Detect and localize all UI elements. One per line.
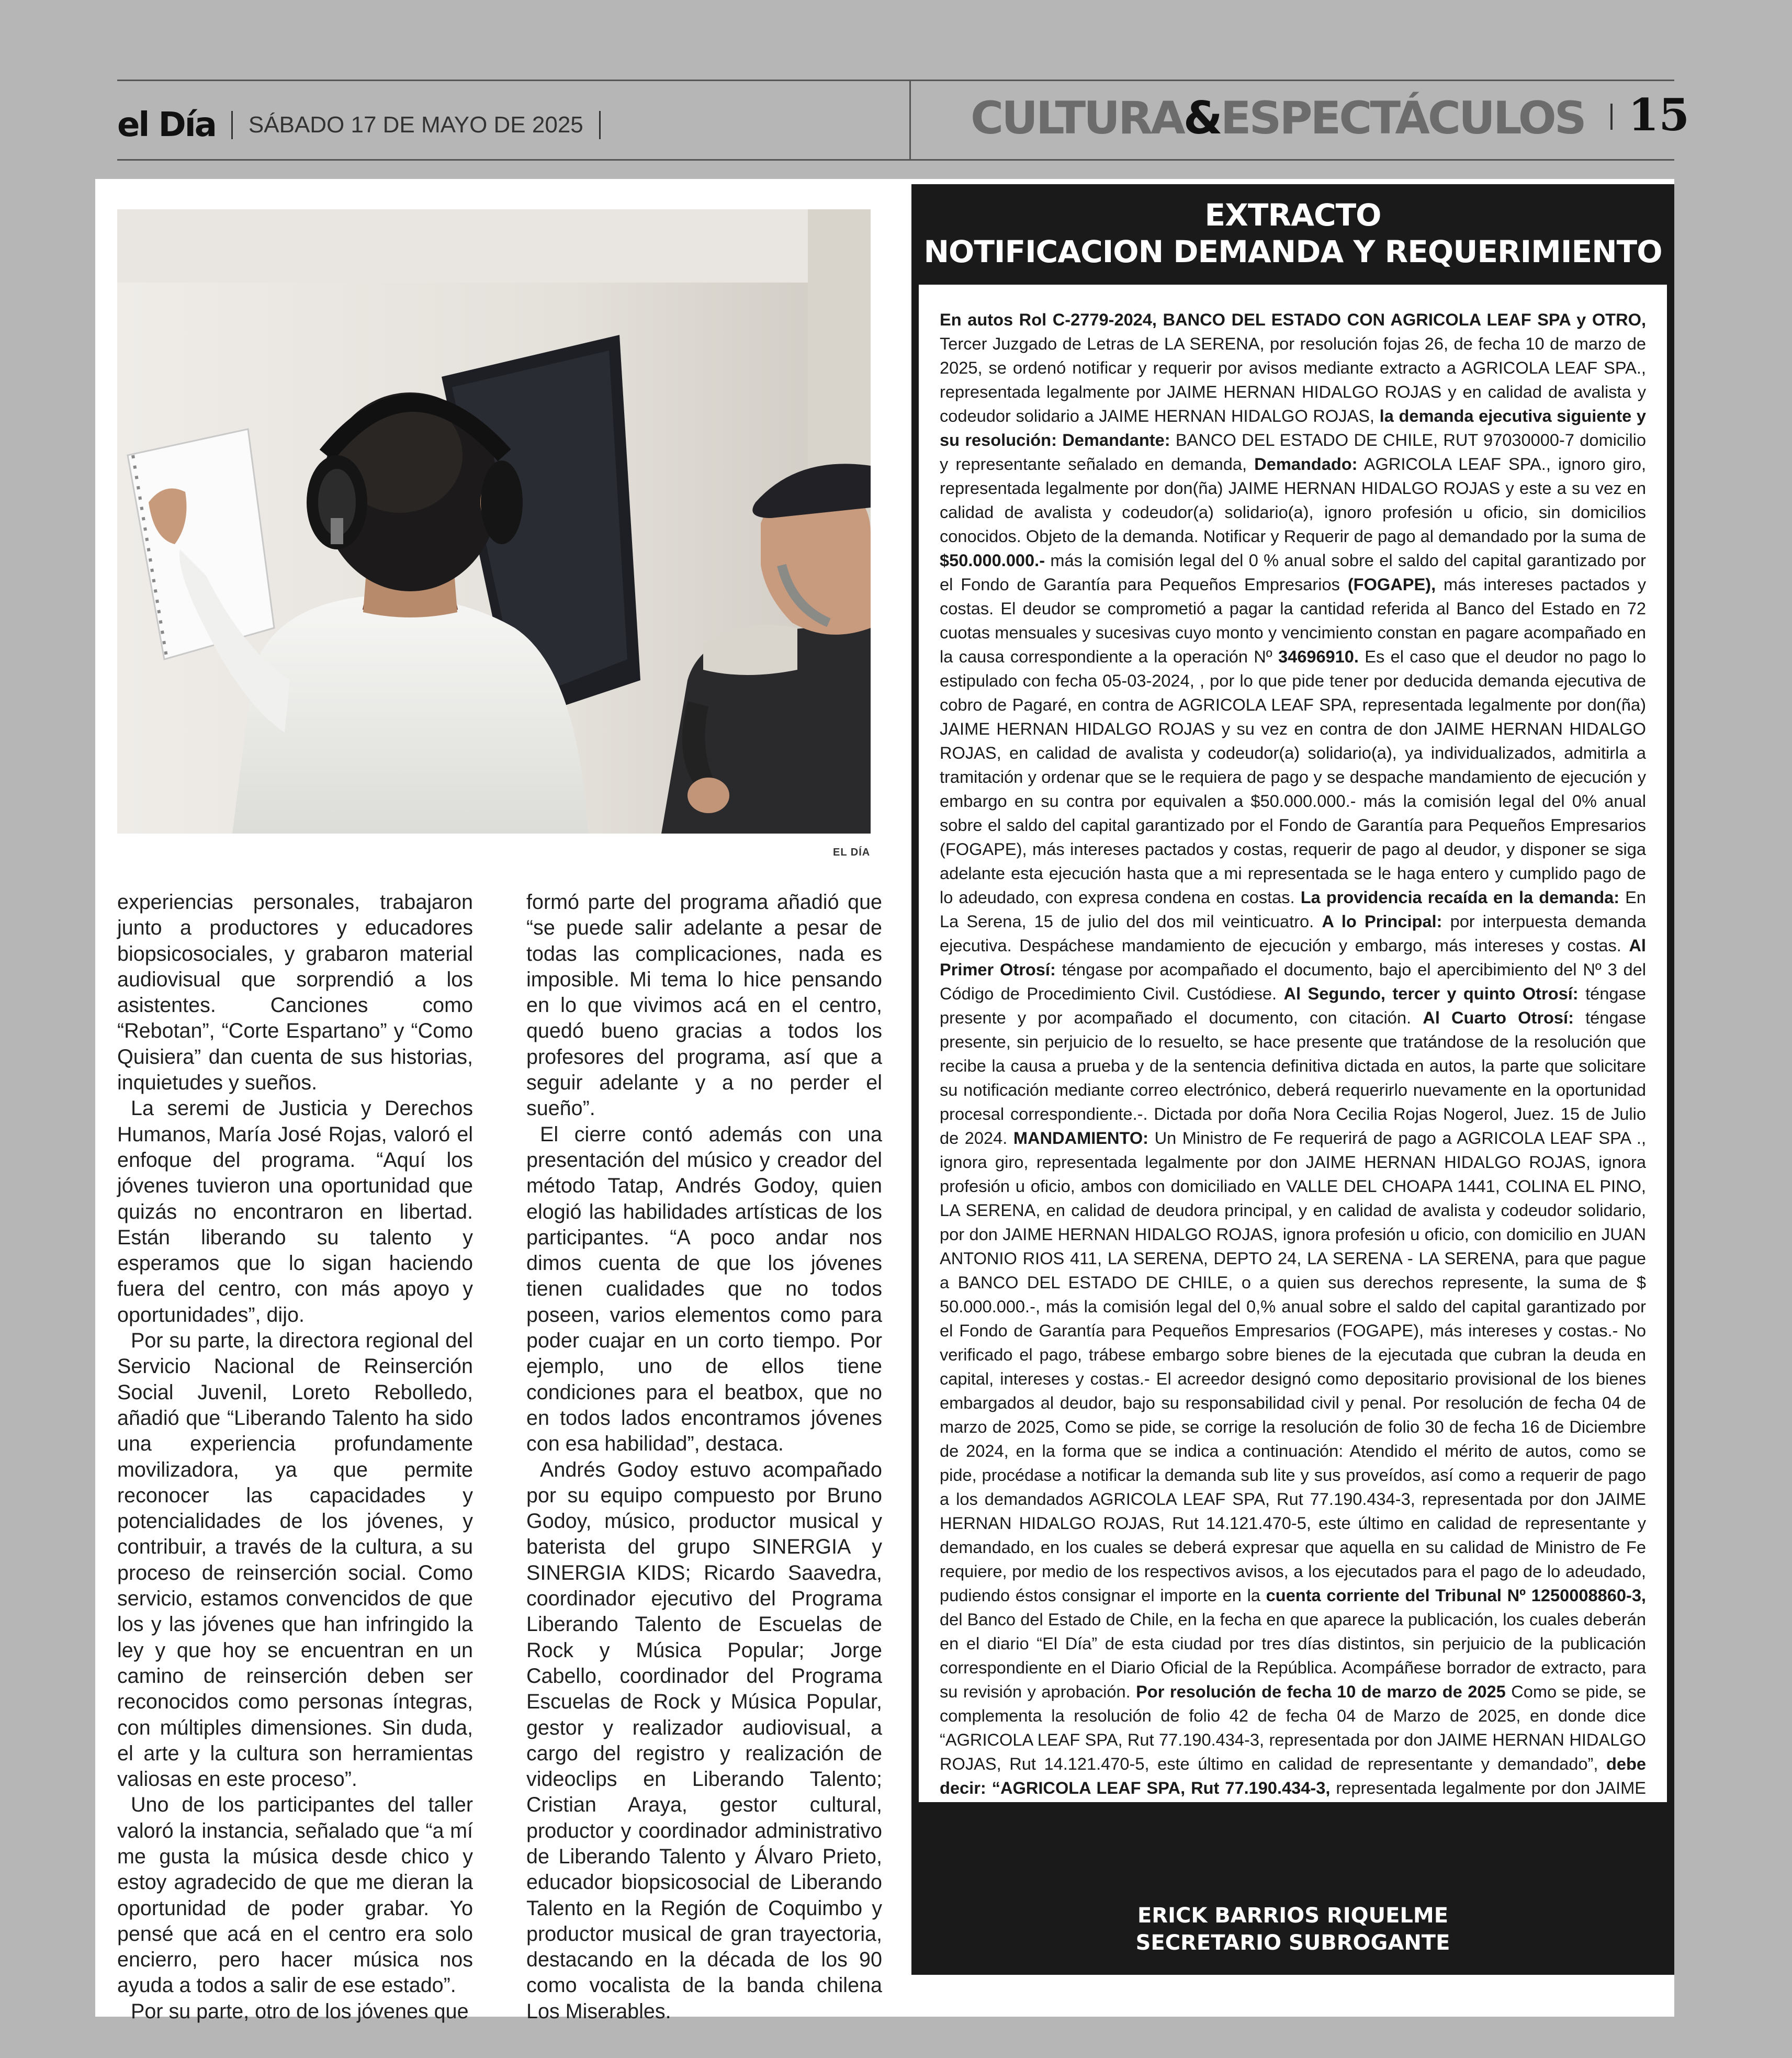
notice-bold-segment: A lo Principal:	[1322, 912, 1442, 931]
legal-notice-text	[940, 308, 1646, 1872]
notice-text-segment: BANCO DEL ESTADO DE CHILE, RUT 97030000-7 domicilio y representante señalado en demanda,	[940, 430, 1646, 474]
photo-credit: EL DÍA	[833, 847, 871, 858]
notice-text-segment: téngase por acompañado el documento, bajo el apercibimiento del Nº 3 del Código de Procedimiento Civil. Custódiese.	[940, 960, 1647, 1003]
notice-text-segment: En La Serena, 15 de julio del dos mil veinticuatro.	[940, 887, 1646, 931]
page-number-divider	[1610, 104, 1613, 130]
section-title-ampersand: &	[1183, 92, 1221, 144]
notice-bold-segment: Al Segundo, tercer y quinto Otrosí:	[1283, 984, 1579, 1003]
article-paragraph: Por su parte, otro de los jóvenes que	[131, 1999, 469, 2023]
notice-text-segment: representada legalmente por don JAIME HERNAN HIDALGO ROJAS, y en calidad de avalista y codeudor solidario, por don JAIME HERNAN HIDALGO ROJAS, Rut 14.121.470-5”. Por este aviso se requiere a los ejecutados para el pago de lo adeudado.-	[940, 1778, 1646, 1870]
article-paragraph: experiencias personales, trabajaron junto a productores y educadores biopsicosociales, y grabaron material audiovisual que sorprendió a los asistentes. Canciones como “Rebotan”, “Corte Espartano” y “Como Quisiera” dan cuenta de sus historias, inquietudes y sueños.	[117, 891, 473, 1095]
section-title	[971, 92, 1585, 144]
notice-bold-segment: Al Cuarto Otrosí:	[1423, 1008, 1574, 1027]
notice-bold-segment: $50.000.000.-	[940, 550, 1045, 570]
notice-text-segment: téngase presente, sin perjuicio de lo resuelto, se hace presente que tratándose de la resolución que recibe la causa a prueba y de la sentencia definitiva dictada en autos, la parte que solicitare su notificación mediante correo electrónico, deberá requerirlo nuevamente en la oportunidad procesal correspondiente.-. Dictada por doña Nora Cecilia Rojas Nogerol, Juez. 15 de Julio de 2024.	[940, 1008, 1646, 1148]
notice-bold-segment: 34696910.	[1278, 647, 1359, 666]
notice-text-segment: Es el caso que el deudor no pago lo estipulado con fecha 05-03-2024, , por lo que pide tener por deducida demanda ejecutiva de cobro de Pagaré, en contra de AGRICOLA LEAF SPA, representada legalmente por don(ña) JAIME HERNAN HIDALGO ROJAS y su vez en contra de don JAIME HERNAN HIDALGO ROJAS, en calidad de avalista y codeudor(a) solidario(a), ya individualizados, admitirla a tramitación y ordenar que se le requiera de pago y se despache mandamiento de ejecución y embargo en su contra por equivalen a $50.000.000.- más la comisión legal del 0% anual sobre el saldo del capital garantizado por el Fondo de Garantía para Pequeños Empresarios (FOGAPE), más intereses pactados y costas, requerir de pago al deudor, y disponer se siga adelante esta ejecución hasta que a mi representada se le haga entero y cumplido pago de lo adeudado, con expresa condena en costas.	[940, 647, 1647, 907]
article-paragraph: Por su parte, la directora regional del Servicio Nacional de Reinserción Social Juvenil, Loreto Rebolledo, añadió que “Liberando Talento ha sido una experiencia profundamente movilizadora, ya que permite reconocer las capacidades y potencialidades de los jóvenes, y contribuir, a través de la cultura, a su proceso de reinserción social. Como servicio, estamos convencidos de que los y las jóvenes que han infringido la ley y que hoy se encuentran en un camino de reinserción deben ser reconocidos como personas íntegras, con múltiples dimensiones. Sin duda, el arte y la cultura son herramientas valiosas en este proceso”.	[117, 1329, 473, 1791]
notice-text-segment: Tercer Juzgado de Letras de LA SERENA, por resolución fojas 26, de fecha 10 de marzo de 2025, se ordenó notificar y requerir por avisos mediante extracto a AGRICOLA LEAF SPA., representada legalmente por JAIME HERNAN HIDALGO ROJAS y en calidad de avalista y codeudor solidario a JAIME HERNAN HIDALGO ROJAS,	[940, 334, 1646, 425]
signatory-name: ERICK BARRIOS RIQUELME	[1137, 1904, 1449, 1928]
article-column-1	[117, 890, 473, 2025]
masthead-divider	[599, 111, 601, 139]
article-paragraph: La seremi de Justicia y Derechos Humanos, María José Rojas, valoró el enfoque del programa. “Aquí los jóvenes tuvieron una oportunidad que quizás no encontraron en libertad. Están liberando su talento y esperamos que lo sigan haciendo fuera del centro, con más apoyo y oportunidades”, dijo.	[117, 1097, 473, 1326]
notice-bold-segment: cuenta corriente del Tribunal Nº 1250008860-3,	[1266, 1585, 1646, 1605]
article-paragraph: formó parte del programa añadió que “se puede salir adelante a pesar de todas las complicaciones, nada es imposible. Mi tema lo hice pensando en lo que vivimos acá en el centro, quedó bueno gracias a todos los profesores del programa, así que a seguir adelante y a no perder el sueño”.	[526, 891, 882, 1120]
masthead	[117, 103, 616, 148]
notice-text-segment: AGRICOLA LEAF SPA., ignoro giro, representada legalmente por don(ña) JAIME HERNAN HIDALGO ROJAS y este a su vez en calidad de avalista y codeudor(a) solidario(a), ignoro profesión u oficio, sin domicilios conocidos. Objeto de la demanda. Notificar y Requerir de pago al demandado por la suma de	[940, 454, 1646, 546]
notice-text-segment: Como se pide, se complementa la resolución de folio 42 de fecha 04 de Marzo de 2025, en donde dice “AGRICOLA LEAF SPA, Rut 77.190.434-3, representada por don JAIME HERNAN HIDALGO ROJAS, Rut 14.121.470-5, este último en calidad de representante y demandado”,	[940, 1682, 1646, 1773]
section-title-part1: CULTURA	[971, 92, 1184, 144]
header-top-rule	[117, 80, 1674, 81]
notice-bold-segment: En autos Rol C-2779-2024, BANCO DEL ESTADO CON AGRICOLA LEAF SPA y OTRO,	[940, 310, 1646, 329]
notice-bold-segment: MANDAMIENTO:	[1013, 1128, 1149, 1148]
masthead-divider	[231, 111, 233, 139]
legal-notice-signature	[911, 1902, 1674, 1956]
article-photo	[117, 209, 871, 834]
legal-notice-title-line1: EXTRACTO	[1204, 197, 1381, 233]
newspaper-logo: el Día	[117, 106, 216, 144]
article-paragraph: Uno de los participantes del taller valoró la instancia, señalado que “a mí me gusta la música desde chico y estoy agradecido de que me dieran la oportunidad de poder grabar. Yo pensé que acá en el centro era solo encierro, pero hacer música nos ayuda a todos a salir de ese estado”.	[117, 1793, 473, 1997]
article-paragraph: El cierre contó además con una presentación del músico y creador del método Tatap, Andrés Godoy, quien elogió las habilidades artísticas de los participantes. “A poco andar nos dimos cuenta de que los jóvenes tienen cualidades que no todos poseen, varios elementos como para poder cuajar en un corto tiempo. Por ejemplo, uno de ellos tiene condiciones para el beatbox, que no en todos lados encontramos jóvenes con esa habilidad”, destaca.	[526, 1122, 882, 1456]
notice-text-segment: téngase presente y por acompañado el documento, con citación.	[940, 984, 1647, 1027]
notice-text-segment: del Banco del Estado de Chile, en la fecha en que aparece la publicación, los cuales deberán en el diario “El Día” de esta ciudad por tres días distintos, sin perjuicio de la publicación correspondiente en el Diario Oficial de la República. Acompáñese borrador de extracto, para su revisión y aprobación.	[940, 1610, 1646, 1701]
notice-bold-segment: Por resolución de fecha 10 de marzo de 2025	[1136, 1682, 1506, 1701]
section-title-part2: ESPECTÁCULOS	[1220, 92, 1585, 144]
article-paragraph: Andrés Godoy estuvo acompañado por su equipo compuesto por Bruno Godoy, músico, productor musical y baterista del grupo SINERGIA y SINERGIA KIDS; Ricardo Saavedra, coordinador ejecutivo del Programa Liberando Talento de Escuelas de Rock y Música Popular; Jorge Cabello, coordinador del Programa Escuelas de Rock y Música Popular, gestor y realizador audiovisual, a cargo del registro y realización de videoclips en Liberando Talento; Cristian Araya, gestor cultural, productor y coordinador administrativo de Liberando Talento y Álvaro Prieto, educador biopsicosocial de Liberando Talento en la Región de Coquimbo y productor musical de gran trayectoria, destacando en la década de los 90 como vocalista de la banda chilena Los Miserables.	[526, 1458, 882, 2023]
issue-date: SÁBADO 17 DE MAYO DE 2025	[248, 112, 583, 138]
signatory-title: SECRETARIO SUBROGANTE	[1135, 1931, 1450, 1955]
legal-notice	[911, 184, 1674, 1975]
notice-text-segment: Un Ministro de Fe requerirá de pago a AGRICOLA LEAF SPA ., ignora giro, representada legalmente por don JAIME HERNAN HIDALGO ROJAS, ignora profesión u oficio, ambos con domiciliado en VALLE DEL CHOAPA 1441, COLINA EL PINO, LA SERENA, en calidad de deudora principal, y en calidad de avalista y codeudor solidario, por don JAIME HERNAN HIDALGO ROJAS, ignora profesión u oficio, con domicilio en JUAN ANTONIO RIOS 411, LA SERENA, DEPTO 24, LA SERENA - LA SERENA, para que pague a BANCO DEL ESTADO DE CHILE, o a quien sus derechos represente, la suma de $ 50.000.000.-, más la comisión legal del 0,% anual sobre el saldo del capital garantizado por el Fondo de Garantía para Pequeños Empresarios (FOGAPE), más intereses y costas.- No verificado el pago, trábese embargo sobre bienes de la ejecutada que cubran la deuda en capital, intereses y costas.- El acreedor designó como depositario provisional de los bienes embargados al deudor, bajo su responsabilidad civil y penal. Por resolución de fecha 04 de marzo de 2025, Como se pide, se corrige la resolución de folio 30 de fecha 16 de Diciembre de 2024, en la forma que se indica a continuación: Atendido el mérito de autos, como se pide, procédase a notificar la demanda sub lite y sus proveídos, así como a requerir de pago a los demandados AGRICOLA LEAF SPA, Rut 77.190.434-3, representada por don JAIME HERNAN HIDALGO ROJAS, Rut 14.121.470-5, este último en calidad de representante y demandado, en los cuales se deberá expresar que aquella en su calidad de Ministro de Fe requiere, por medio de los respectivos avisos, a los ejecutados para el pago de lo adeudado, pudiendo éstos consignar el importe en la	[940, 1128, 1646, 1605]
notice-bold-segment: La Serena, diecisiete de abril de dos mil veinticinco	[1171, 1850, 1589, 1870]
notice-text-segment: por interpuesta demanda ejecutiva. Despáchese mandamiento de ejecución y embargo, más intereses y costas.	[940, 912, 1646, 955]
notice-bold-segment: (FOGAPE),	[1347, 575, 1436, 594]
header-column-separator	[909, 81, 911, 160]
notice-bold-segment: La providencia recaída en la demanda:	[1300, 887, 1620, 907]
article-column-2	[526, 890, 882, 2025]
legal-notice-title	[911, 197, 1674, 270]
header-bottom-rule	[117, 159, 1674, 161]
recording-session-illustration	[117, 209, 871, 834]
legal-notice-title-line2: NOTIFICACION DEMANDA Y REQUERIMIENTO	[923, 234, 1662, 269]
page-number: 15	[1628, 89, 1689, 141]
notice-bold-segment: Demandado:	[1254, 454, 1358, 474]
notice-bold-segment: Al Primer Otrosí:	[940, 936, 1646, 979]
notice-text-segment: más la comisión legal del 0 % anual sobre el saldo del capital garantizado por el Fondo de Garantía para Pequeños Empresarios	[940, 550, 1646, 594]
notice-text-segment: más intereses pactados y costas. El deudor se comprometió a pagar la cantidad referida al Banco del Estado en 72 cuotas mensuales y sucesivas cuyo monto y vencimiento constan en pagare acompañado en la causa correspondiente a la operación Nº	[940, 575, 1646, 666]
notice-bold-segment: debe decir: “AGRICOLA LEAF SPA, Rut 77.190.434-3,	[940, 1754, 1646, 1797]
legal-notice-body	[919, 285, 1667, 1870]
notice-bold-segment: la demanda ejecutiva siguiente y su resolución: Demandante:	[940, 406, 1646, 449]
